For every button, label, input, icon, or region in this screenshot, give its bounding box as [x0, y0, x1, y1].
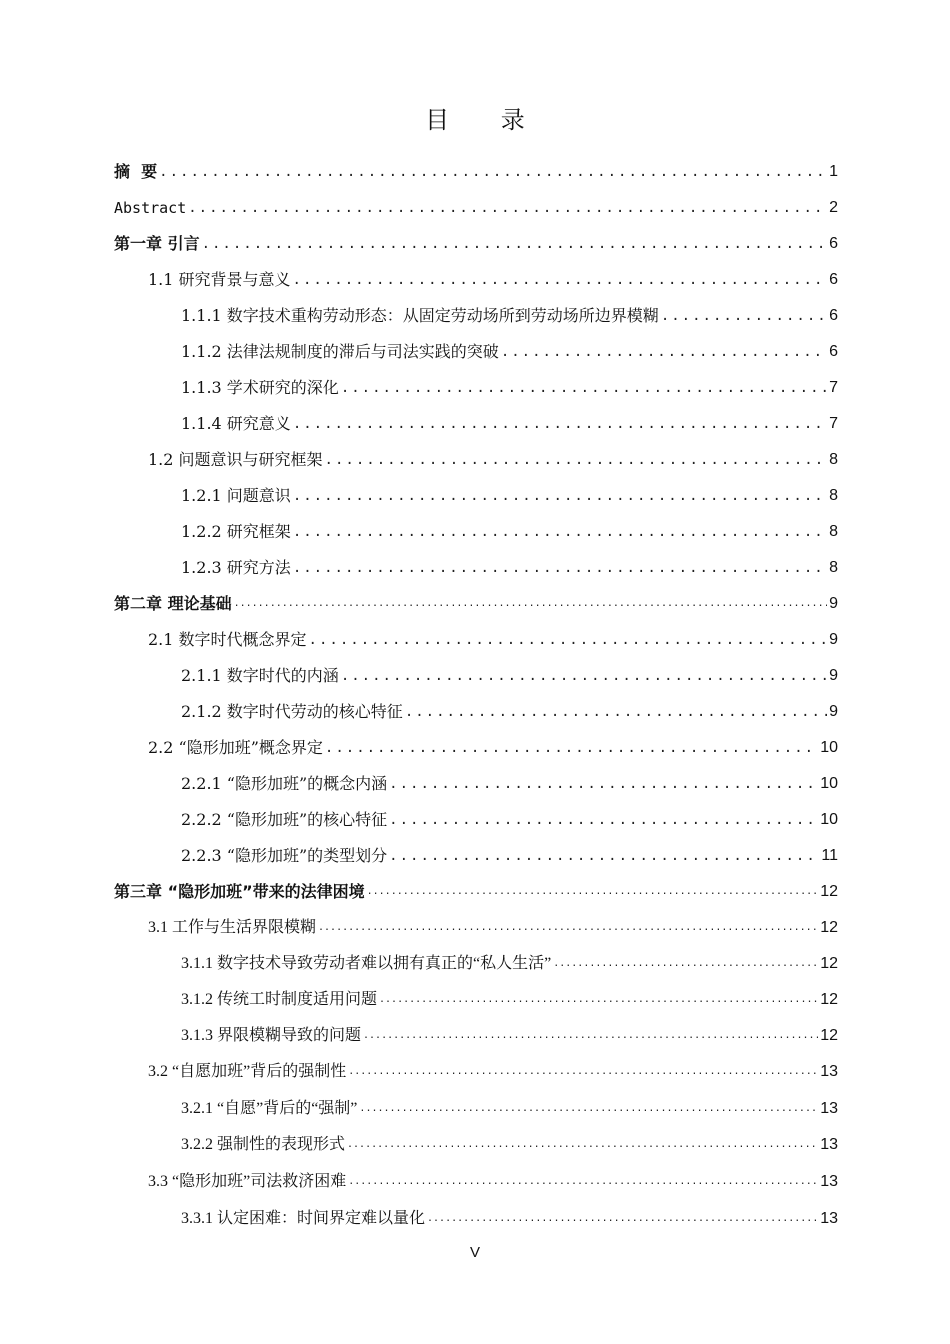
toc-entry-text: 3.1 工作与生活界限模糊 [148, 919, 317, 936]
toc-entry-text: 3.2 “自愿加班”背后的强制性 [148, 1063, 347, 1080]
toc-entry-text: 3.1.1 数字技术导致劳动者难以拥有真正的“私人生活” [181, 955, 552, 972]
toc-entry-page: 8 [829, 487, 838, 504]
dot-leader [359, 1099, 818, 1119]
toc-entry-page: 11 [821, 847, 838, 864]
toc-entry[interactable] [148, 254, 838, 290]
dot-leader [341, 378, 827, 398]
dot-leader [367, 882, 819, 902]
dot-leader [427, 1209, 818, 1229]
toc-entry-text: Abstract [114, 199, 187, 217]
dot-leader [389, 810, 818, 830]
toc-entry[interactable] [148, 722, 838, 758]
toc-entry[interactable] [114, 866, 838, 902]
toc-entry-page: 6 [829, 307, 838, 324]
toc-entry-page: 7 [829, 379, 838, 396]
toc-entry[interactable] [181, 938, 838, 974]
toc-entry[interactable] [181, 974, 838, 1010]
toc-entry-text: 3.1.2 传统工时制度适用问题 [181, 991, 378, 1008]
toc-entry-page: 6 [829, 271, 838, 288]
toc-entry[interactable] [148, 614, 838, 650]
dot-leader [293, 414, 827, 434]
toc-entry-page: 13 [820, 1173, 838, 1190]
toc-entry[interactable] [114, 578, 838, 614]
toc-entry-text: 2.2.3 “隐形加班”的类型划分 [181, 846, 388, 865]
toc-entry[interactable] [181, 362, 838, 398]
toc-entry-page: 12 [820, 919, 838, 936]
dot-leader [348, 1062, 818, 1082]
dot-leader [234, 594, 828, 614]
toc-entry-text: 3.3.1 认定困难：时间界定难以量化 [181, 1210, 426, 1227]
dot-leader [389, 774, 818, 794]
toc-entry-text: 第三章 “隐形加班”带来的法律困境 [114, 882, 365, 901]
toc-entry-text: 2.2.2 “隐形加班”的核心特征 [181, 810, 388, 829]
toc-entry-page: 12 [820, 955, 838, 972]
dot-leader [293, 270, 828, 290]
toc-entry-page: 13 [820, 1100, 838, 1117]
toc-entry-text: 2.1 数字时代概念界定 [148, 630, 307, 649]
dot-leader [389, 846, 819, 866]
toc-entry-page: 9 [829, 595, 838, 612]
dot-leader [347, 1135, 818, 1155]
dot-leader [341, 666, 827, 686]
toc-entry-text: 1.1.2 法律法规制度的滞后与司法实践的突破 [181, 342, 499, 361]
toc-entry-page: 6 [829, 343, 838, 360]
toc-entry[interactable] [181, 470, 838, 506]
dot-leader [188, 198, 827, 218]
toc-entry-page: 10 [820, 775, 838, 792]
toc-title: 目 录 [425, 106, 547, 134]
toc-entry-text: 2.1.1 数字时代的内涵 [181, 666, 339, 685]
toc-entry[interactable] [181, 398, 838, 434]
toc-entry-page: 9 [829, 667, 838, 684]
toc-entry[interactable] [114, 218, 838, 254]
toc-entry-text: 第一章 引言 [114, 234, 200, 253]
toc-entry-text: 3.2.1 “自愿”背后的“强制” [181, 1100, 358, 1117]
toc-entry-text: 3.1.3 界限模糊导致的问题 [181, 1027, 362, 1044]
toc-entry[interactable] [181, 794, 838, 830]
dot-leader [379, 990, 818, 1010]
dot-leader [293, 522, 827, 542]
toc-entry[interactable] [181, 1083, 838, 1119]
toc-entry-text: 3.3 “隐形加班”司法救济困难 [148, 1173, 347, 1190]
toc-entry[interactable] [181, 1010, 838, 1046]
toc-entry[interactable] [181, 758, 838, 794]
dot-leader [348, 1172, 818, 1192]
toc-entry[interactable] [181, 686, 838, 722]
toc-entry-page: 8 [829, 451, 838, 468]
dot-leader [293, 558, 827, 578]
toc-entry-page: 8 [829, 559, 838, 576]
toc-entry-text: 摘 要 [114, 162, 158, 181]
dot-leader [405, 702, 827, 722]
toc-entry-text: 2.2 “隐形加班”概念界定 [148, 738, 323, 757]
dot-leader [159, 162, 827, 182]
toc-entry-text: 1.1.3 学术研究的深化 [181, 378, 339, 397]
dot-leader [318, 918, 818, 938]
toc-entry[interactable] [181, 326, 838, 362]
toc-entry-text: 1.1 研究背景与意义 [148, 270, 291, 289]
toc-entry[interactable] [181, 506, 838, 542]
dot-leader [325, 738, 818, 758]
toc-entry-text: 1.1.4 研究意义 [181, 414, 291, 433]
toc-entry[interactable] [181, 1119, 838, 1155]
toc-entry-page: 13 [820, 1136, 838, 1153]
toc-entry-page: 12 [820, 883, 838, 900]
page-number: V [469, 1244, 480, 1261]
dot-leader [363, 1026, 818, 1046]
toc-entry-page: 1 [829, 163, 838, 180]
toc-entry-page: 12 [820, 1027, 838, 1044]
toc-entry-text: 1.2.3 研究方法 [181, 558, 291, 577]
toc-entry[interactable] [181, 1193, 838, 1229]
dot-leader [293, 486, 827, 506]
toc-entry[interactable] [148, 1156, 838, 1192]
dot-leader [661, 306, 827, 326]
toc-entry-page: 9 [829, 631, 838, 648]
dot-leader [309, 630, 828, 650]
toc-entry[interactable] [114, 146, 838, 182]
dot-leader [553, 954, 818, 974]
toc-entry-page: 6 [829, 235, 838, 252]
dot-leader [501, 342, 827, 362]
toc-entry-page: 10 [820, 811, 838, 828]
toc-entry[interactable] [181, 542, 838, 578]
toc-entry-text: 1.2.2 研究框架 [181, 522, 291, 541]
toc-entry[interactable] [181, 650, 838, 686]
toc-entry-page: 8 [829, 523, 838, 540]
toc-entry[interactable] [114, 182, 838, 218]
toc-entry-text: 第二章 理论基础 [114, 594, 232, 613]
toc-entry-page: 13 [820, 1210, 838, 1227]
toc-entry-page: 7 [829, 415, 838, 432]
toc-entry-text: 2.1.2 数字时代劳动的核心特征 [181, 702, 403, 721]
dot-leader [325, 450, 828, 470]
toc-entry[interactable] [148, 1046, 838, 1082]
toc-entry-page: 9 [829, 703, 838, 720]
toc-entry-page: 13 [820, 1063, 838, 1080]
toc-entry[interactable] [181, 830, 838, 866]
toc-entry-text: 1.2.1 问题意识 [181, 486, 291, 505]
toc-entry-page: 10 [820, 739, 838, 756]
toc-entry[interactable] [148, 902, 838, 938]
toc-entry-text: 2.2.1 “隐形加班”的概念内涵 [181, 774, 388, 793]
toc-entry[interactable] [181, 290, 838, 326]
toc-entry-page: 12 [820, 991, 838, 1008]
toc-entry-page: 2 [829, 199, 838, 216]
toc-entry[interactable] [148, 434, 838, 470]
dot-leader [202, 234, 828, 254]
toc-entry-text: 1.1.1 数字技术重构劳动形态：从固定劳动场所到劳动场所边界模糊 [181, 306, 659, 325]
toc-entry-text: 3.2.2 强制性的表现形式 [181, 1136, 346, 1153]
toc-entry-text: 1.2 问题意识与研究框架 [148, 450, 323, 469]
